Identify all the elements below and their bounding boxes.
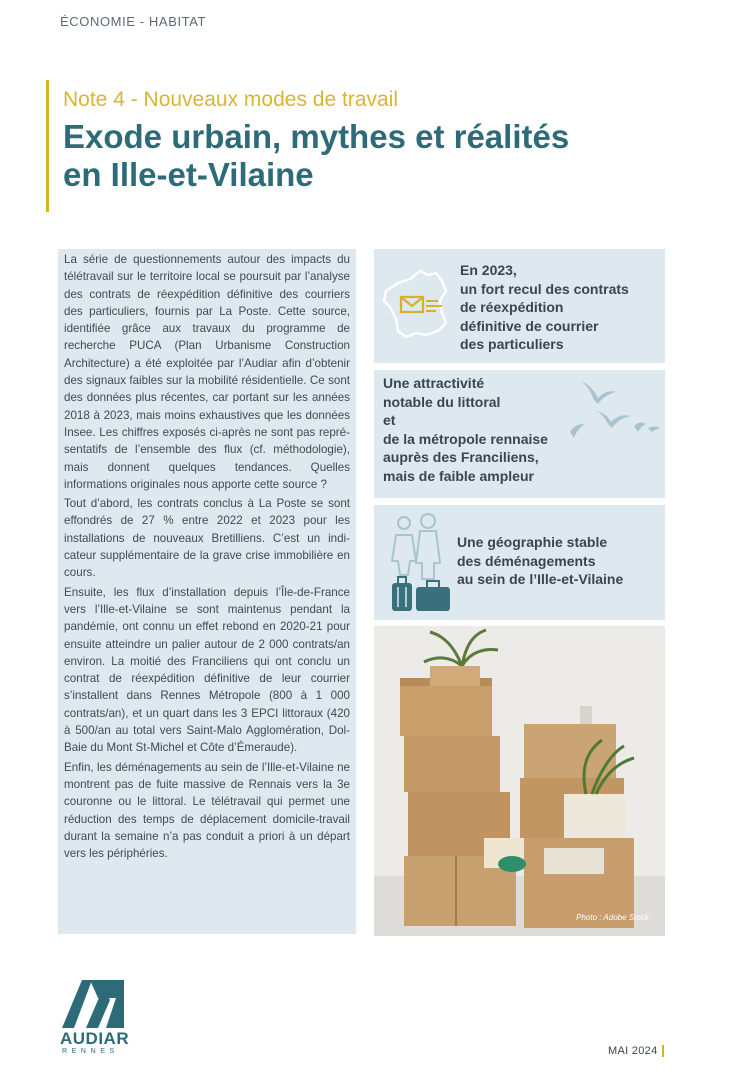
date-accent-bar [662,1045,664,1057]
box3-line-3: au sein de l’Ille-et-Vilaine [457,571,624,587]
box1-line-3: de réexpédition [460,299,564,315]
category-label: ÉCONOMIE - HABITAT [60,14,207,29]
page-title-line-2: en Ille-et-Vilaine [63,156,314,193]
photo-credit: Photo : Adobe Stock. [576,913,651,922]
highlight-box-attractivity [374,370,665,498]
moving-boxes-illustration [374,626,665,936]
body-paragraph-4: Enfin, les déménagements au sein de l’Ille-et-Vilaine ne montrent pas de fuite massive de Rennais vers la 3e couronne ou le littoral. Le télétravail qui permet une réduction des temps de déplacement domicile-travail durant la semaine n’a pas conduit a priori à un départ vers les périphéries. [64,760,350,861]
logo-wordmark: AUDIAR [60,1029,130,1048]
audiar-logo-mark-icon [60,978,126,1030]
body-paragraph-3: Ensuite, les flux d’installation depuis l’Île-de-France vers l’Ille-et-Vilaine se sont maintenus pendant la pandémie, ont connu un effet rebond en 2020-21 pour ensuite atteindre un palier autour de 2 000 contrats/an environ. La moitié des Franciliens qui ont conclu un contrat de réexpédition définitive de leur courrier s’installent dans Rennes Métropole (800 à 1 000 contrats/an), et un quart dans les 3 EPCI littoraux (420 à 500/an au total vers Saint-Malo Agglomération, Dol-Baie du Mont St-Michel et Côte d’Émeraude). [64,585,350,755]
logo-subtitle: RENNES [62,1048,119,1055]
page-title [63,118,686,194]
box1-line-2: un fort recul des contrats [460,280,629,297]
title-block [46,80,686,212]
highlight-box-geography [374,505,665,620]
box2-line-1: Une attractivité [383,375,485,391]
box1-line-5: des particuliers [460,336,564,352]
france-map-mail-icon [376,261,460,345]
page-title-line-1: Exode urbain, mythes et réalités [63,118,570,155]
moving-boxes-photo [374,626,665,936]
audiar-logo [60,978,130,1056]
body-paragraph-1: La série de questionnements autour des impacts du télétravail sur le territoire local se poursuit par l’analyse des contrats de réexpédition définitive des courriers des particuliers, fournis par La Poste. Cette source, identifiée grâce aux travaux du programme de recherche PUCA (Plan Urbanisme Construction Architecture) a été exploitée par l’Audiar afin d’obtenir des signaux faibles sur la mobilité résidentielle. Ce sont des données plus récentes, car portant sur les années 2018 à 2023, mais moins exhaustives que les données Insee. Les chiffres exposés ci-après ne sont pas représentatifs de l’ensemble des flux (cf. méthodologie), mais donnent quelques tendances. Quelles informations originales nous apporte cette source ? [64,253,350,491]
box1-line-1: En 2023, [460,262,517,278]
box2-line-3: et [383,412,396,428]
box2-line-6: mais de faible ampleur [383,467,534,484]
note-title: Note 4 - Nouveaux modes de travail [63,88,399,111]
box3-line-2: des déménagements [457,552,596,569]
body-text-column [58,249,356,934]
highlight-box-mail [374,249,665,363]
body-paragraph-2: Tout d’abord, les contrats conclus à La Poste se sont effondrés de 27 % entre 2022 et 2023 pour les installations de nouveaux Bretilliens. C’est un indicateur supplémentaire de la grave crise immobilière en cours. [64,497,350,580]
box1-line-4: définitive de courrier [460,317,599,334]
box2-line-5: auprès des Franciliens, [383,449,539,465]
box2-line-2: notable du littoral [383,393,501,410]
publication-date: MAI 2024 [608,1045,658,1057]
box2-line-4: de la métropole rennaise [383,430,548,447]
seagulls-icon [564,372,664,452]
box3-line-1: Une géographie stable [457,534,608,550]
travelers-with-suitcases-icon [386,513,456,613]
